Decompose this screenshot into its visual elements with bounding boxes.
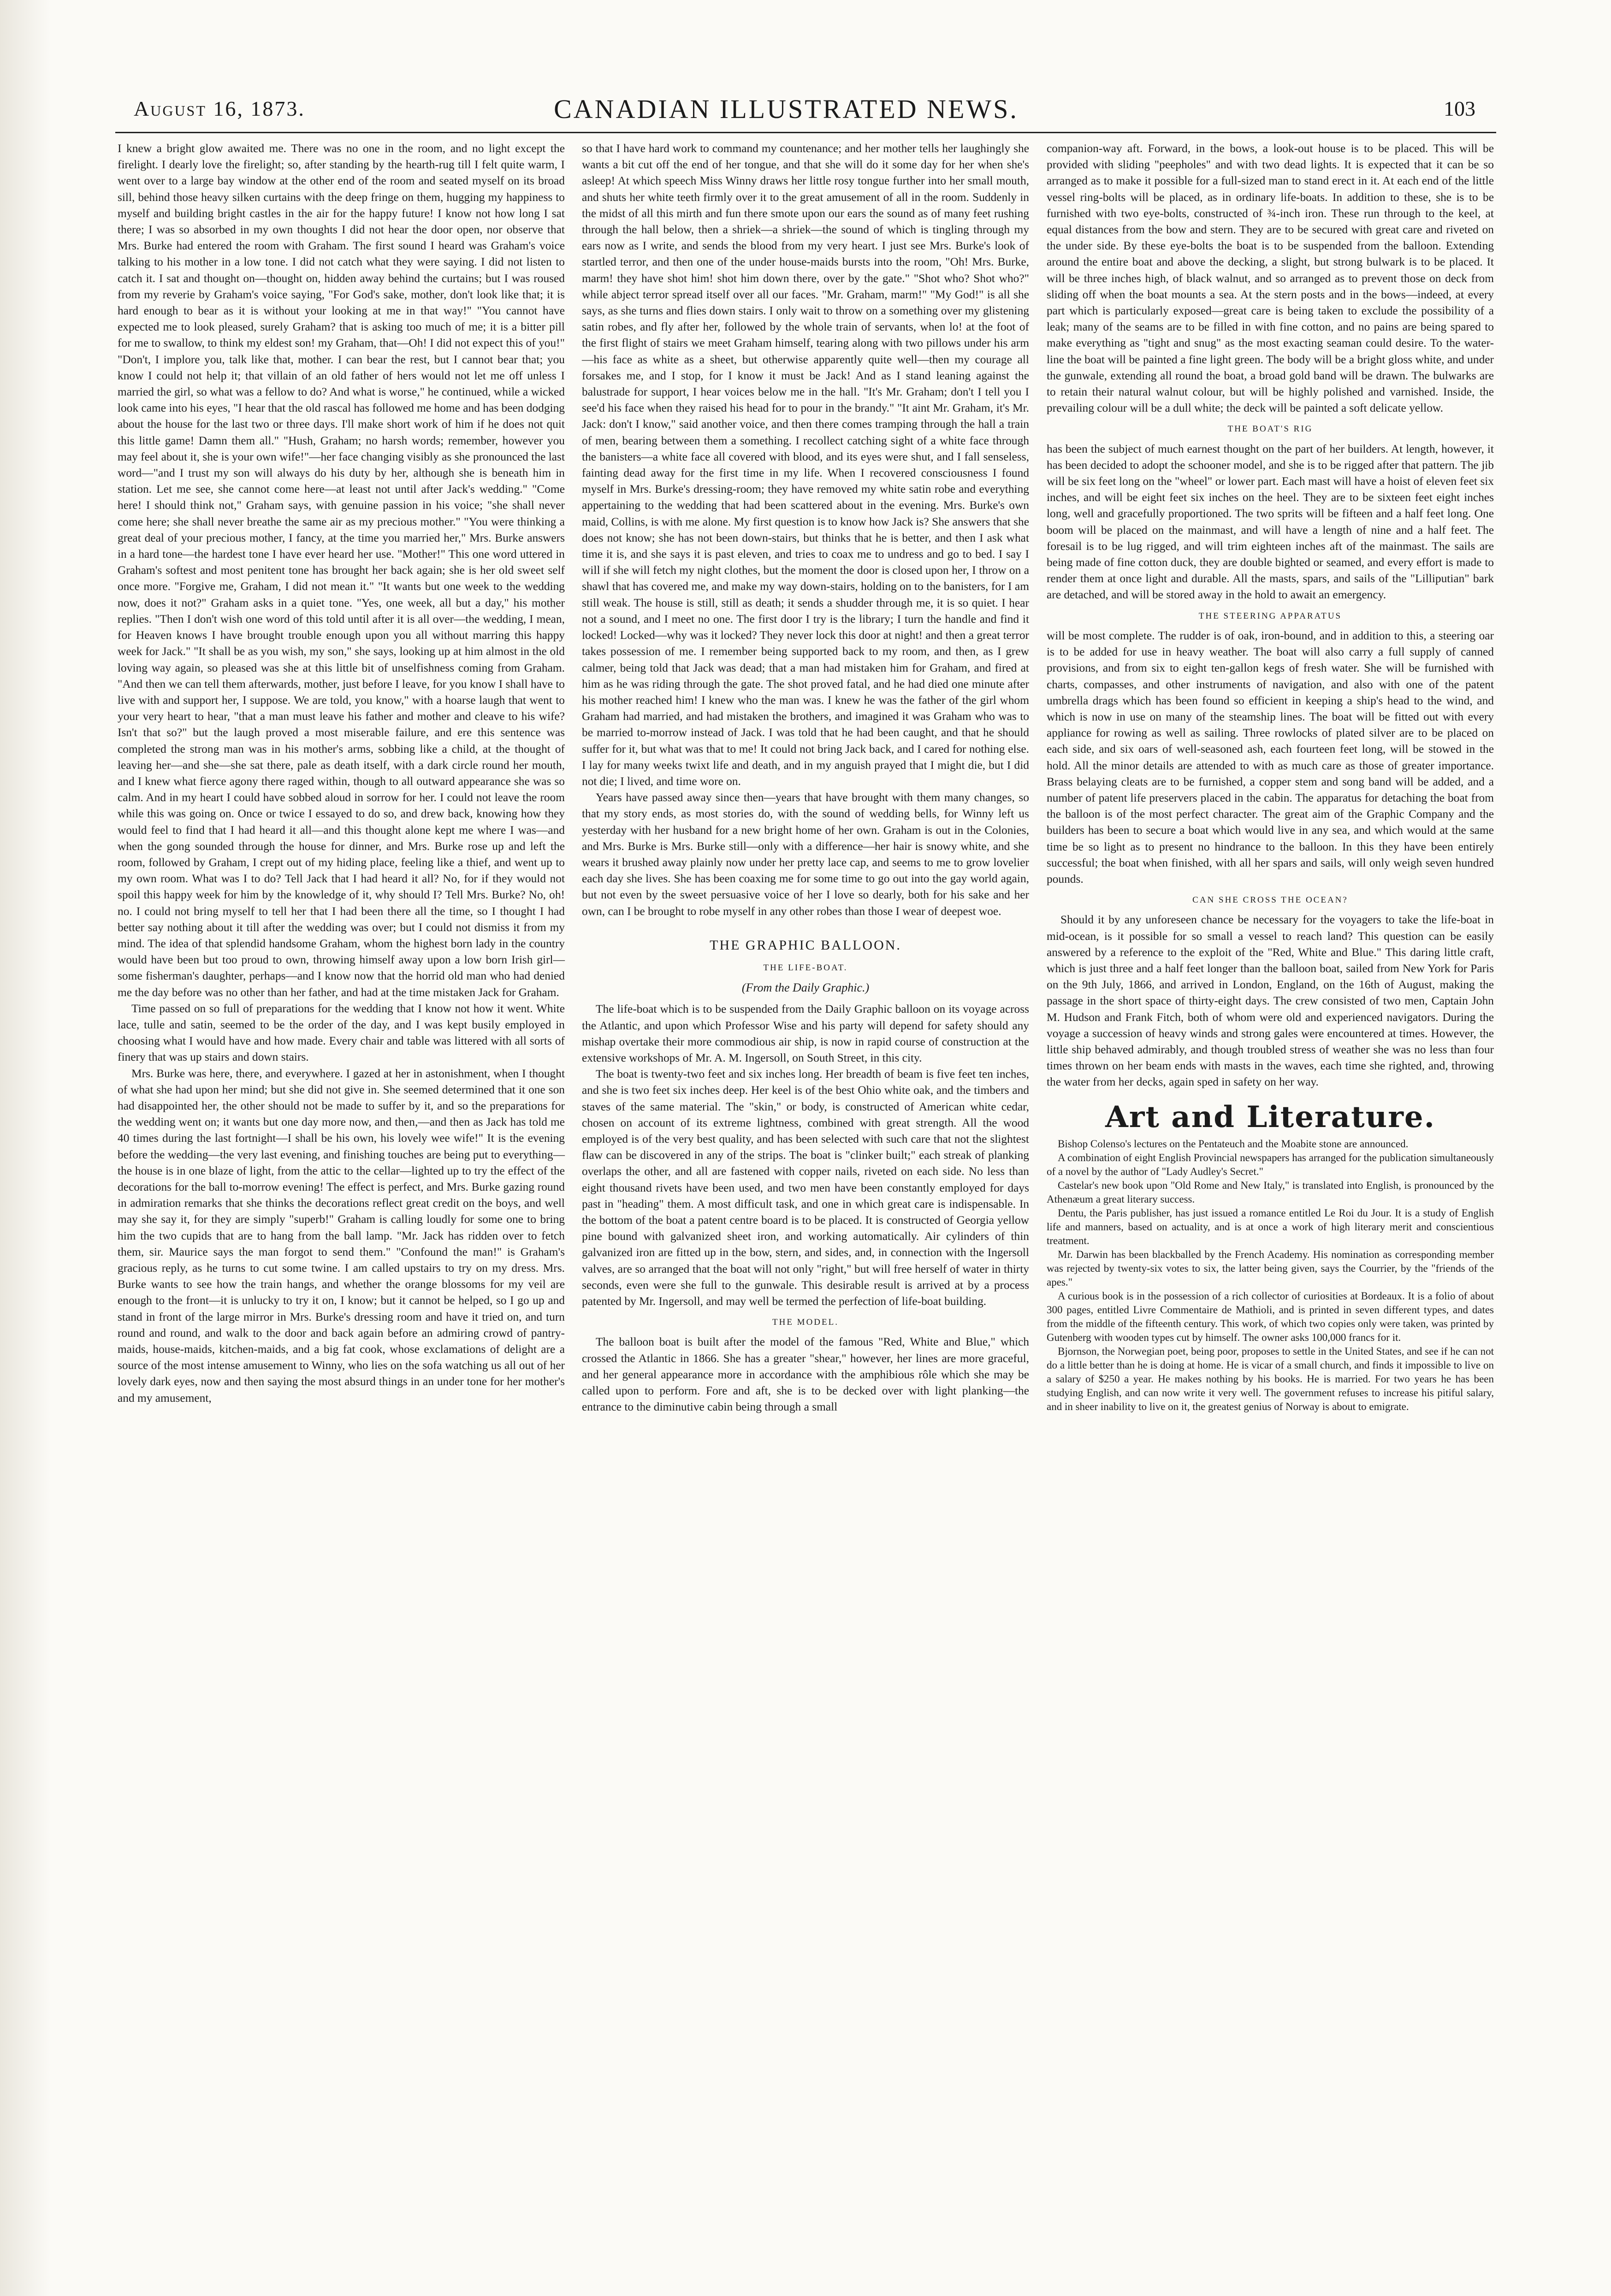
article-title: THE GRAPHIC BALLOON. <box>710 937 901 953</box>
literature-item: Bishop Colenso's lectures on the Pentateuch and the Moabite stone are announced. <box>1058 1138 1409 1150</box>
column-3 <box>1047 141 1494 1414</box>
literature-item: A curious book is in the possession of a rich collector of curiosities at Bordeaux. It is a folio of about 300 pages, entitled Livre Commentaire de Mathioli, and is printed in seven different types, and dates from the middle of the fifteenth century. This work, of which two copies only were taken, was printed by Gutenberg with wooden types cut by himself. The owner asks 100,000 francs for it. <box>1047 1290 1494 1343</box>
literature-item: Dentu, the Paris publisher, has just issued a romance entitled Le Roi du Jour. It is a study of English life and manners, based on actuality, and is at once a work of high literary merit and conscientious treatment. <box>1047 1207 1494 1246</box>
article-paragraph: has been the subject of much earnest thought on the part of her builders. At length, however, it has been decided to adopt the schooner model, and she is to be rigged after that pattern. The jib will be six feet long on the "wheel" or lower part. Each mast will have a hoist of eleven feet six inches, and will be eight feet six inches on the heel. They are to be sixteen feet eight inches long, well and gracefully proportioned. The two sprits will be fifteen and a half feet long. One boom will be placed on the mainmast, and will have a length of nine and a half feet. The foresail is to be lug rigged, and will trim eighteen inches aft of the mainmast. The sails are being made of fine cotton duck, they are double bighted or seamed, and every effort is made to render them at once light and durable. All the masts, spars, and sails of the "Lilliputian" bark are detached, and will be stored away in the hold to await an emergency. <box>1047 442 1494 602</box>
literature-notes <box>1047 1137 1494 1414</box>
page-number: 103 <box>1444 97 1475 120</box>
article-paragraph: The boat is twenty-two feet and six inches long. Her breadth of beam is five feet ten inches, and she is two feet six inches deep. Her keel is of the best Ohio white oak, and the timbers and staves of the same material. The "skin," or body, is constructed of American white cedar, chosen on account of its extreme lightness, combined with great strength. All the wood employed is of the very best quality, and has been selected with such care that not the slightest flaw can be discovered in any of the strips. The boat is "clinker built;" each streak of planking overlaps the other, and all are fastened with copper nails, riveted on each side. No less than eight thousand rivets have been used, and two men have been constantly employed for days past in "heading" them. A most difficult task, and one in which great care is indispensable. In the bottom of the boat a patent centre board is to be placed. It is constructed of Georgia yellow pine bound with galvanized sheet iron, and working automatically. Air cylinders of thin galvanized iron are fitted up in the bow, stern, and sides, and, in connection with the Ingersoll valves, are so arranged that the boat will not only "right," but will free herself of water in thirty seconds, even were she full to the gunwale. This desirable result is arrived at by a process patented by Mr. Ingersoll, and may well be termed the perfection of life-boat building. <box>582 1068 1029 1308</box>
story-paragraph: so that I have hard work to command my countenance; and her mother tells her laughingly she wants a bit cut off the end of her tongue, and that she will do it some day for her when she's asleep! At which speech Miss Winny draws her little rosy tongue further into her small mouth, and shuts her white teeth firmly over it to the great amusement of all in the room. Suddenly in the midst of all this mirth and fun there smote upon our ears the sound as of many feet rushing through the hall below, then a shriek—a shriek—the sound of which is tingling through my ears now as I write, and sends the blood from my very heart. I just see Mrs. Burke's look of startled terror, and then one of the under house-maids bursts into the room, "Oh! Mrs. Burke, marm! they have shot him! shot him down there, over by the gate." "Shot who? Shot who?" while abject terror spread itself over all our faces. "Mr. Graham, marm!" "My God!" is all she says, as she turns and flies down stairs. I only wait to throw on a something over my glistening satin robes, and fly after her, followed by the whole train of servants, when lo! at the foot of the first flight of stairs we meet Graham himself, tearing along with two pillows under his arm—his face as white as a sheet, but otherwise apparently quite well—then my courage all forsakes me, and I stop, for I know it must be Jack! And as I stand leaning against the balustrade for support, I hear voices below me in the hall. "It's Mr. Graham; don't I tell you I see'd his face when they raised his head for to pour in the brandy." "It aint Mr. Graham, it's Mr. Jack: don't I know," said another voice, and then there comes tramping through the hall a train of men, bearing between them a something. I recollect catching sight of a white face through the banisters—a white face all covered with blood, and its eyes were shut, and I fall senseless, fainting dead away for the first time in my life. When I recovered consciousness I found myself in Mrs. Burke's dressing-room; they have removed my white satin robe and everything appertaining to the wedding that had been scattered about in the evening. Mrs. Burke's own maid, Collins, is with me alone. My first question is to know how Jack is? She answers that she does not know; she has not been down-stairs, but thinks that he is better, and then I ask what time it is, and she says it is past eleven, and tries to coax me to undress and go to bed. I say I will if she will fetch my night clothes, but the moment the door is closed upon her, I throw on a shawl that has covered me, and make my way down-stairs, holding on to the banisters, for I am still weak. The house is still, still as death; it sends a shudder through me, it is so quiet. I hear not a sound, and I meet no one. The first door I try is the library; I turn the handle and find it locked! Locked—why was it locked? They never lock this door at night! and then a great terror takes possession of me. I remember being supported back to my room, and then, as I grew calmer, being told that Jack was dead; that a man had mistaken him for Graham, and fired at him as he was riding through the gate. The shot proved fatal, and he had died one minute after his mother reached him! I knew who the man was. I knew he was the father of the girl whom Graham had married, and had mistaken the brothers, and imagined it was Graham who was to be married to-morrow instead of Jack. I was told that he had been caught, and that he should suffer for it, but what was that to me! It could not bring Jack back, and I cared for nothing else. I lay for many weeks twixt life and death, and in my anguish prayed that I might die, but I did not die; I lived, and time wore on. <box>582 142 1029 788</box>
article-paragraph: The balloon boat is built after the model of the famous "Red, White and Blue," which crossed the Atlantic in 1866. She has a greater "shear," however, her lines are more graceful, and her general appearance more in accordance with the amphibious rôle which she may be called upon to perform. Fore and aft, she is to be decked over with light planking—the entrance to the diminutive cabin being through a small <box>582 1335 1029 1414</box>
literature-item: A combination of eight English Provincial newspapers has arranged for the publication simultaneously of a novel by the author of "Lady Audley's Secret." <box>1047 1151 1494 1177</box>
article-source: (From the Daily Graphic.) <box>741 981 870 995</box>
masthead-rule <box>115 132 1496 133</box>
issue-date: August 16, 1873. <box>134 97 305 120</box>
newspaper-title: CANADIAN ILLUSTRATED NEWS. <box>554 94 1019 124</box>
literature-item: Castelar's new book upon "Old Rome and New Italy," is translated into English, is pronounced by the Athenæum a great literary success. <box>1047 1179 1494 1205</box>
story-paragraph: Years have passed away since then—years that have brought with them many changes, so that my story ends, as most stories do, with the sound of wedding bells, for Winny left us yesterday with her husband for a new bright home of her own. Graham is out in the Colonies, and Mrs. Burke is Mrs. Burke still—only with a difference—her hair is snowy white, and she wears it brushed away plainly now under her pretty lace cap, and seems to me to grow lovelier each day she lives. She has been coaxing me for some time to go out into the gay world again, but not even by the sweet persuasive voice of her I love so dearly, both for his sake and her own, can I be brought to robe myself in any other robes than those I wear of deepest woe. <box>582 791 1029 918</box>
story-paragraph: Mrs. Burke was here, there, and everywhere. I gazed at her in astonishment, when I thought of what she had upon her mind; but she did not give in. She seemed determined that it one son had disappointed her, the other should not be made to suffer by it, and so the preparations for the wedding went on; it wants but one day more now, and then,—and then as Jack has told me 40 times during the last fortnight—I shall be his own, his lovely wee wife!" It is the evening before the wedding—the very last evening, and finishing touches are being put to everything—the house is in one blaze of light, from the attic to the cellar—lighted up to try the effect of the decorations for the ball to-morrow evening! The effect is perfect, and Mrs. Burke gazing round in admiration remarks that she thinks the decorations reflect great credit on the boys, and well may she say it, for they are simply "superb!" Graham is calling loudly for some one to bring him the two cupids that are to hang from the ball lamp. "Mr. Jack has ridden over to fetch them, sir. Maurice says the man forgot to send them." "Confound the man!" is Graham's gracious reply, as he turns to cut some twine. I am called upstairs to try on my dress. Mrs. Burke wants to see how the train hangs, and whether the orange blossoms for my veil are enough to the front—it is unlucky to try it on, I know; but it cannot be helped, so I go up and stand in front of the large mirror in Mrs. Burke's dressing room and have it tried on, and turn round and round, and walk to the door and back again before an admiring crowd of pantry-maids, house-maids, kitchen-maids, and a big fat cook, whose exclamations of delight are a source of the most intense amusement to Winny, who lies on the sofa watching us all out of her lovely dark eyes, now and then saying the most absurd things in an under tone for her mother's and my amusement, <box>118 1067 565 1405</box>
literature-item: Mr. Darwin has been blackballed by the French Academy. His nomination as corresponding member was rejected by twenty-six votes to six, the latter being given, says the Courrier, by the "friends of the apes." <box>1047 1248 1494 1288</box>
section-heading-rig: THE BOAT'S RIG <box>1227 424 1313 434</box>
article-paragraph: The life-boat which is to be suspended from the Daily Graphic balloon on its voyage across the Atlantic, and upon which Professor Wise and his party will depend for safety should any mishap overtake their more commodious air ship, is now in rapid course of construction at the extensive workshops of Mr. A. M. Ingersoll, on South Street, in this city. <box>582 1003 1029 1064</box>
masthead <box>88 90 1485 127</box>
section-title-art-literature: Art and Literature. <box>1105 1099 1435 1134</box>
article-paragraph: companion-way aft. Forward, in the bows, a look-out house is to be placed. This will be provided with sliding "peepholes" and with two dead lights. It is expected that it can be so arranged as to make it possible for a full-sized man to stand erect in it. At each end of the little vessel ring-bolts will be placed, as in ordinary life-boats. In addition to these, she is to be furnished with two eye-bolts, constructed of ¾-inch iron. These run through to the keel, at equal distances from the bow and stern. They are to be secured with great care and riveted on the under side. By these eye-bolts the boat is to be suspended from the balloon. Extending around the entire boat and above the decking, a slight, but strong bulwark is to be placed. It will be three inches high, of black walnut, and so arranged as to prevent those on deck from sliding off when the boat mounts a sea. At the stern posts and in the bows—indeed, at every part which is particularly exposed—great care is being taken to exclude the possibility of a leak; many of the seams are to be filled in with fine cotton, and no pains are being spared to make everything as "tight and snug" as the most exacting seaman could desire. To the water-line the boat will be painted a fine light green. The body will be a bright gloss white, and under the gunwale, extending all round the boat, a broad gold band will be drawn. The bulwarks are to retain their natural walnut colour, but will be highly polished and varnished. Inside, the prevailing colour will be a dull white; the deck will be painted a soft delicate yellow. <box>1047 142 1494 415</box>
column-2 <box>582 141 1029 1415</box>
section-heading-model: THE MODEL. <box>772 1317 839 1328</box>
scan-edge-shadow <box>0 0 51 2296</box>
article-paragraph: Should it by any unforeseen chance be necessary for the voyagers to take the life-boat in mid-ocean, is it possible for so small a vessel to reach land? This question can be easily answered by a reference to the exploit of the "Red, White and Blue." This daring little craft, which is just three and a half feet longer than the balloon boat, sailed from New York for Paris on the 9th July, 1866, and arrived in London, England, on the 16th of August, making the passage in the short space of thirty-eight days. The crew consisted of two men, Captain John M. Hudson and Frank Fitch, both of whom were old and experienced navigators. During the voyage a succession of heavy winds and strong gales were encountered at times. However, the little ship behaved admirably, and though troubled stress of weather she was no less than four times thrown on her beam ends with masts in the waves, each time she righted, and, throwing the water from her decks, again sped in safety on her way. <box>1047 913 1494 1089</box>
section-heading-steering: THE STEERING APPARATUS <box>1198 611 1342 621</box>
story-paragraph: I knew a bright glow awaited me. There was no one in the room, and no light except the firelight. I dearly love the firelight; so, after standing by the hearth-rug till I felt quite warm, I went over to a large bay window at the other end of the room and seated myself on its broad sill, behind those heavy silken curtains with the deep fringe on them, hugging my happiness to myself and building bright castles in the air for the happy future! I know not how long I sat there; I was so absorbed in my own thoughts I did not hear the door open, nor observe that Mrs. Burke had entered the room with Graham. The first sound I heard was Graham's voice talking to his mother in a low tone. I did not catch what they were saying. I did not listen to catch it. I sat and thought on—thought on, hidden away behind the curtains; but I was roused from my reverie by Graham's voice saying, "For God's sake, mother, don't look like that; it is hard enough to bear as it is without your looking at me in that way!" "You cannot have expected me to look pleased, surely Graham? that is asking too much of me; it is a bitter pill for me to swallow, to think my eldest son! my Graham, that—Oh! I did not expect this of you!" "Don't, I implore you, talk like that, mother. I can bear the rest, but I cannot bear that; you know I could not help it; that villain of an old father of hers would not let me off unless I married the girl, so what was a fellow to do? And what is worse," he continued, while a wicked look came into his eyes, "I hear that the old rascal has followed me home and has been dodging about the house for the last two or three days. I'll make short work of him if he does not quit this little game! Damn them all." "Hush, Graham; no harsh words; remember, however you may feel about it, she is your own wife!"—her face changing visibly as she pronounced the last word—"and I trust my son will always do his duty by her, although she is beneath him in station. Let me see, she cannot come here—at least not until after Jack's wedding." "Come here! I should think not," Graham says, with genuine passion in his voice; "she shall never come here; she shall never breathe the same air as my precious mother." "You were thinking a great deal of your precious mother, I fancy, at the time you married her," Mrs. Burke answers in a hard tone—the hardest tone I have ever heard her use. "Mother!" This one word uttered in Graham's softest and most penitent tone has brought her back again; she is her old sweet self once more. "Forgive me, Graham, I did not mean it." "It wants but one week to the wedding now, does it not?" Graham asks in a quiet tone. "Yes, one week, all but a day," his mother replies. "Then I don't wish one word of this told until after it is all over—the wedding, I mean, for Heaven knows I have brought trouble enough upon you all without marring this happy week for Jack." "It shall be as you wish, my son," she says, looking up at him almost in the old loving way again, so pleased was she at this little bit of unselfishness coming from Graham. "And then we can tell them afterwards, mother, just before I leave, for you know I shall have to live with and support her, I suppose. We are told, you know," with a hoarse laugh that went to your very heart to hear, "that a man must leave his father and mother and cleave to his wife? Isn't that so?" but the laugh proved a most miserable failure, and ere this sentence was completed the strong man was in his mother's arms, sobbing like a child, at the thought of leaving her—and she—she sat there, pale as death itself, with a dark circle round her mouth, and I knew what fierce agony there raged within, though to all outward appearance she was so calm. And in my heart I could have sobbed aloud in sorrow for her. I could not leave the room while this was going on. Once or twice I essayed to do so, and drew back, knowing how they would feel to find that I had heard it all—and this thought alone kept me where I was—and when the gong sounded through the house for dinner, and Mrs. Burke rose up and left the room, followed by Graham, I crept out of my hiding place, feeling like a thief, and went up to my own room. What was I to do? Tell Jack that I had heard it all? No, for if they would not spoil this happy week for him by the knowledge of it, why should I? Tell Mrs. Burke? No, oh! no. I could not bring myself to tell her that I had been there all the time, so I thought I had better say nothing about it till after the wedding was over; but I could not dismiss it from my mind. The idea of that splendid handsome Graham, whom the highest born lady in the country would have been but too proud to own, throwing himself away upon a low born Irish girl—some fisherman's daughter, perhaps—and I know now that the horrid old man who had denied me the day before was no other than her father, and had at the time mistaken Jack for Graham. <box>118 142 565 999</box>
article-paragraph: will be most complete. The rudder is of oak, iron-bound, and in addition to this, a steering oar is to be added for use in heavy weather. The boat will also carry a full supply of canned provisions, and from six to eight ten-gallon kegs of fresh water. She will be furnished with charts, compasses, and other instruments of navigation, and also with one of the patent umbrella drags which has been found so efficient in keeping a ship's head to the wind, and which is now in use on many of the steamship lines. The boat will be fitted out with every appliance for rowing as well as sailing. Three rowlocks of plated silver are to be placed on each side, and six oars of well-seasoned ash, each fourteen feet long, will be stowed in the hold. All the minor details are attended to with as much care as those of greater importance. Brass belaying cleats are to be furnished, a copper stem and song band will be added, and a number of patent life preservers placed in the cabin. The apparatus for detaching the boat from the balloon is of the most perfect character. The great aim of the Graphic Company and the builders has been to secure a boat which would live in any sea, and which would at the same time be so light as to present no hindrance to the balloon. In this they have been entirely successful; the boat when finished, with all her spars and sails, will only weigh seven hundred pounds. <box>1047 629 1494 885</box>
article-subtitle: THE LIFE-BOAT. <box>763 962 848 973</box>
literature-item: Bjornson, the Norwegian poet, being poor, proposes to settle in the United States, and see if he can not do a little better than he is doing at home. He is vicar of a small church, and finds it impossible to live on a salary of $250 a year. He makes nothing by his books. He is married. For two years he has been studying English, and can now write it very well. The government refuses to increase his pitiful salary, and in sheer inability to live on it, the greatest genius of Norway is about to emigrate. <box>1047 1345 1494 1412</box>
section-heading-cross: CAN SHE CROSS THE OCEAN? <box>1192 895 1348 905</box>
story-paragraph: Time passed on so full of preparations for the wedding that I know not how it went. White lace, tulle and satin, seemed to be the order of the day, and I was kept busily employed in choosing what I would have and how made. Every chair and table was littered with all sorts of finery that was up stairs and down stairs. <box>118 1002 565 1064</box>
column-1 <box>118 141 565 1406</box>
